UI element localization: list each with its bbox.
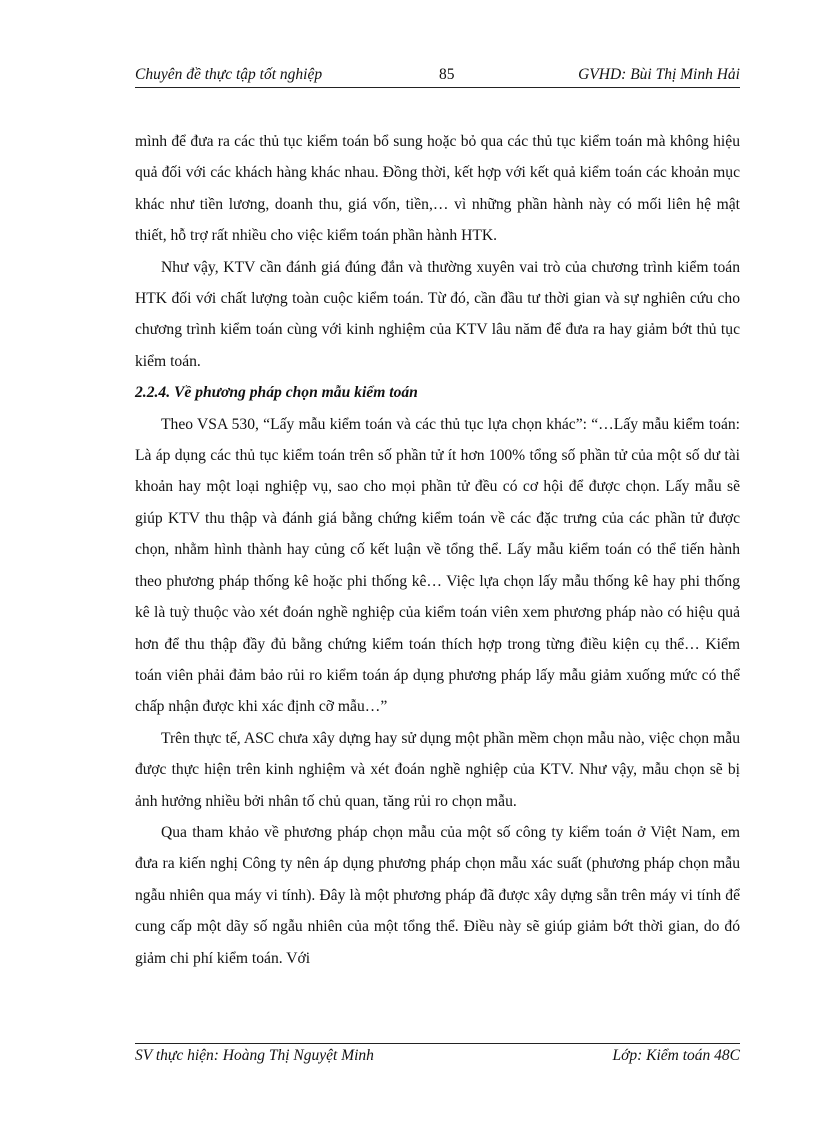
header-supervisor: GVHD: Bùi Thị Minh Hải — [578, 66, 740, 83]
section-heading: 2.2.4. Về phương pháp chọn mẫu kiểm toán — [135, 384, 418, 402]
paragraph: Trên thực tế, ASC chưa xây dựng hay sử dụng một phần mềm chọn mẫu nào, việc chọn mẫu được thực hiện trên kinh nghiệm và xét đoán nghề nghiệp của KTV. Như vậy, mẫu chọn sẽ bị ảnh hưởng nhiều bởi nhân tố chủ quan, tăng rủi ro chọn mẫu. — [135, 729, 740, 810]
paragraph: Qua tham khảo về phương pháp chọn mẫu của một số công ty kiểm toán ở Việt Nam, em đưa ra kiến nghị Công ty nên áp dụng phương pháp chọn mẫu xác suất (phương pháp chọn mẫu ngẫu nhiên qua máy vi tính). Đây là một phương pháp đã được xây dựng sẵn trên máy vi tính để cung cấp một dãy số ngẫu nhiên của một tổng thể. Điều này sẽ giúp giảm bớt thời gian, do đó giảm chi phí kiểm toán. Với — [135, 823, 740, 967]
paragraph: Như vậy, KTV cần đánh giá đúng đắn và thường xuyên vai trò của chương trình kiểm toán HTK đối với chất lượng toàn cuộc kiểm toán. Từ đó, cần đầu tư thời gian và sự nghiên cứu cho chương trình kiểm toán cùng với kinh nghiệm của KTV lâu năm để đưa ra hay giảm bớt thủ tục kiểm toán. — [135, 258, 740, 370]
paragraph-continuation: mình để đưa ra các thủ tục kiểm toán bổ sung hoặc bỏ qua các thủ tục kiểm toán mà không hiệu quả đối với các khách hàng khác nhau. Đồng thời, kết hợp với kết quả kiểm toán các khoản mục khác như tiền lương, doanh thu, giá vốn, tiền,… vì những phần hành này có mối liên hệ mật thiết, hỗ trợ rất nhiều cho việc kiểm toán phần hành HTK. — [135, 133, 740, 245]
document-body — [135, 126, 740, 974]
header-page-number: 85 — [439, 66, 455, 83]
page-footer — [135, 1043, 740, 1072]
header-document-title: Chuyên đề thực tập tốt nghiệp — [135, 66, 323, 83]
page-header — [135, 63, 740, 88]
footer-student-name: SV thực hiện: Hoàng Thị Nguyệt Minh — [135, 1047, 374, 1064]
footer-class: Lớp: Kiểm toán 48C — [612, 1047, 740, 1064]
paragraph: Theo VSA 530, “Lấy mẫu kiểm toán và các thủ tục lựa chọn khác”: “…Lấy mẫu kiểm toán: Là áp dụng các thủ tục kiểm toán trên số phần tử ít hơn 100% tổng số phần tử của một số dư tài khoản hay một loại nghiệp vụ, sao cho mọi phần tử đều có cơ hội để được chọn. Lấy mẫu sẽ giúp KTV thu thập và đánh giá bằng chứng kiểm toán về các đặc trưng của các phần tử được chọn, nhằm hình thành hay củng cố kết luận về tổng thể. Lấy mẫu kiểm toán có thể tiến hành theo phương pháp thống kê hoặc phi thống kê… Việc lựa chọn lấy mẫu thống kê hay phi thống kê là tuỳ thuộc vào xét đoán nghề nghiệp của kiểm toán viên xem phương pháp nào có hiệu quả hơn để thu thập đầy đủ bằng chứng kiểm toán thích hợp trong từng điều kiện cụ thể… Kiểm toán viên phải đảm bảo rủi ro kiểm toán áp dụng phương pháp lấy mẫu giảm xuống mức có thể chấp nhận được khi xác định cỡ mẫu…” — [135, 415, 740, 716]
